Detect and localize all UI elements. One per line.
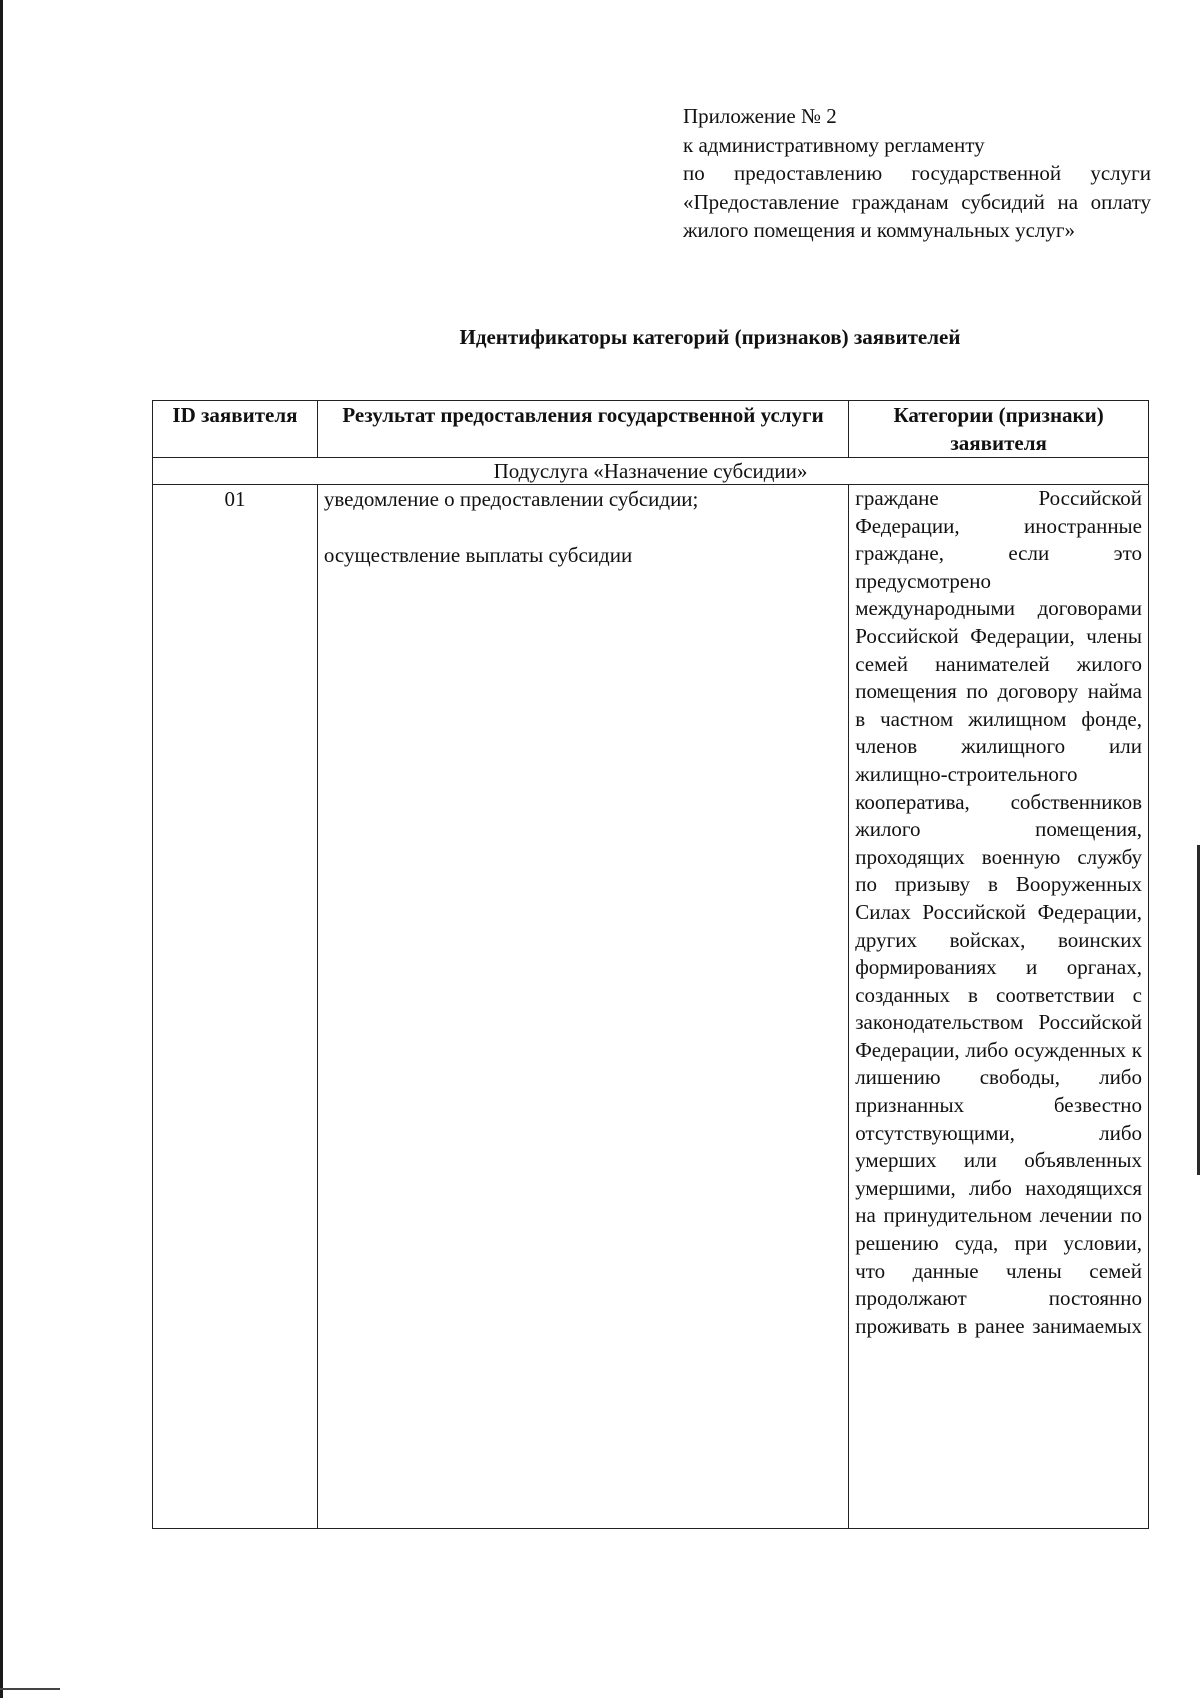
applicant-id: 01 — [153, 485, 318, 1529]
subservice-row — [153, 458, 1149, 485]
scan-left-edge — [0, 0, 3, 1698]
category-text: граждане Российской Федерации, иностранные граждане, если это предусмотрено международными договорами Российской Федерации, члены семей нанимателей жилого помещения по договору найма в частном жилищном фонде, членов жилищного или жилищно-строительного кооператива, собственников жилого помещения, проходящих военную службу по призыву в Вооруженных Силах Российской Федерации, других войсках, воинских формированиях и органах, созданных в соответствии с законодательством Российской Федерации, либо осужденных к лишению свободы, либо признанных безвестно отсутствующими, либо умерших или объявленных умершими, либо находящихся на принудительном лечении по решению суда, при условии, что данные члены семей продолжают постоянно проживать в ранее занимаемых — [849, 485, 1149, 1529]
header-result: Результат предоставления государственной услуги — [317, 401, 848, 458]
result-item: уведомление о предоставлении субсидии; — [323, 487, 699, 511]
applicant-id-table — [152, 400, 1149, 1529]
table-header-row — [153, 401, 1149, 458]
subservice-title: Подуслуга «Назначение субсидии» — [153, 458, 1149, 485]
appendix-number: Приложение № 2 — [683, 104, 837, 128]
appendix-header — [683, 102, 1151, 245]
result-item: осуществление выплаты субсидии — [323, 543, 633, 567]
scan-mark — [0, 1688, 60, 1690]
header-category: Категории (признаки) заявителя — [849, 401, 1149, 458]
appendix-line-2: к административному регламенту — [683, 132, 985, 157]
header-id: ID заявителя — [153, 401, 318, 458]
table-row — [153, 485, 1149, 1529]
document-title: Идентификаторы категорий (признаков) заявителей — [459, 325, 961, 349]
result-cell — [317, 485, 848, 1529]
appendix-line-3: по предоставлению государственной услуги «Предоставление гражданам субсидий на оплату жилого помещения и коммунальных услуг» — [683, 161, 1151, 242]
